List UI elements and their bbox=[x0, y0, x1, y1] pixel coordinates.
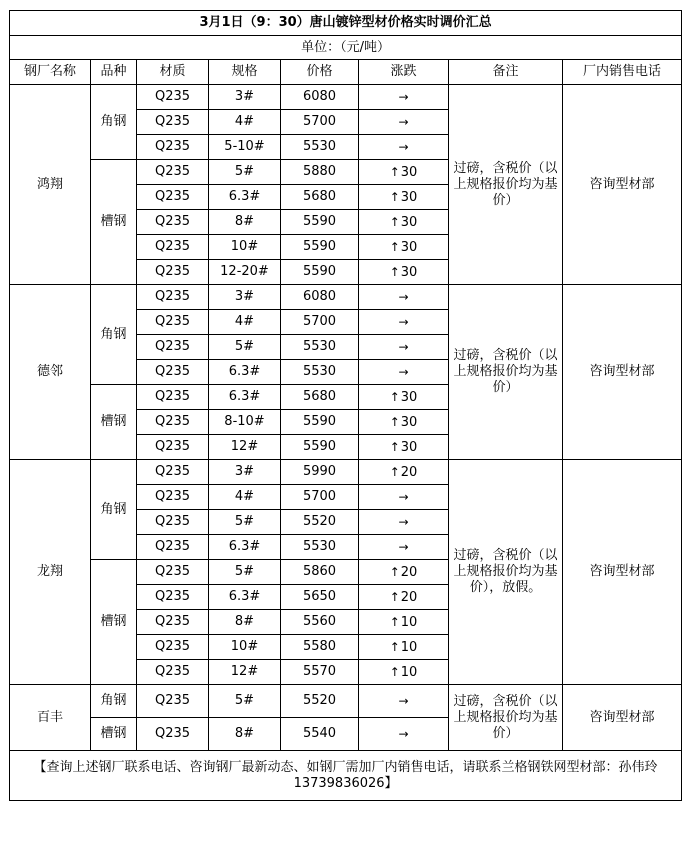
spec-cell: 6.3# bbox=[209, 185, 281, 210]
spec-cell: 10# bbox=[209, 635, 281, 660]
spec-cell: 5# bbox=[209, 510, 281, 535]
change-cell bbox=[359, 685, 449, 718]
change-value: 20 bbox=[400, 464, 418, 480]
grade-cell: Q235 bbox=[137, 310, 209, 335]
change-cell bbox=[359, 385, 449, 410]
price-cell: 5540 bbox=[281, 718, 359, 751]
spec-cell: 5# bbox=[209, 160, 281, 185]
product-name: 角钢 bbox=[91, 85, 137, 160]
change-cell bbox=[359, 335, 449, 360]
header-product: 品种 bbox=[91, 60, 137, 85]
right-arrow-icon: → bbox=[398, 339, 409, 354]
change-cell bbox=[359, 410, 449, 435]
spec-cell: 8# bbox=[209, 610, 281, 635]
spec-cell: 5-10# bbox=[209, 135, 281, 160]
product-name: 槽钢 bbox=[91, 160, 137, 285]
note-cell: 过磅，含税价（以上规格报价均为基价） bbox=[449, 685, 563, 751]
up-arrow-icon: ↑ bbox=[389, 464, 400, 479]
spec-cell: 12-20# bbox=[209, 260, 281, 285]
note-cell: 过磅，含税价（以上规格报价均为基价） bbox=[449, 285, 563, 460]
change-cell bbox=[359, 285, 449, 310]
price-cell: 5530 bbox=[281, 135, 359, 160]
mill-name: 龙翔 bbox=[10, 460, 91, 685]
up-arrow-icon: ↑ bbox=[389, 564, 400, 579]
price-cell: 5530 bbox=[281, 335, 359, 360]
price-cell: 5590 bbox=[281, 235, 359, 260]
change-value: 30 bbox=[400, 164, 418, 180]
spec-cell: 5# bbox=[209, 685, 281, 718]
change-cell bbox=[359, 235, 449, 260]
grade-cell: Q235 bbox=[137, 685, 209, 718]
mill-name: 鸿翔 bbox=[10, 85, 91, 285]
up-arrow-icon: ↑ bbox=[389, 164, 400, 179]
price-cell: 5860 bbox=[281, 560, 359, 585]
price-cell: 5680 bbox=[281, 385, 359, 410]
price-cell: 6080 bbox=[281, 285, 359, 310]
change-cell bbox=[359, 585, 449, 610]
grade-cell: Q235 bbox=[137, 360, 209, 385]
grade-cell: Q235 bbox=[137, 635, 209, 660]
product-name: 角钢 bbox=[91, 685, 137, 718]
grade-cell: Q235 bbox=[137, 85, 209, 110]
up-arrow-icon: ↑ bbox=[389, 414, 400, 429]
product-name: 角钢 bbox=[91, 285, 137, 385]
right-arrow-icon: → bbox=[398, 539, 409, 554]
grade-cell: Q235 bbox=[137, 435, 209, 460]
price-cell: 6080 bbox=[281, 85, 359, 110]
price-cell: 5520 bbox=[281, 685, 359, 718]
change-cell bbox=[359, 185, 449, 210]
change-cell bbox=[359, 560, 449, 585]
price-cell: 5520 bbox=[281, 510, 359, 535]
right-arrow-icon: → bbox=[398, 726, 409, 741]
up-arrow-icon: ↑ bbox=[389, 264, 400, 279]
grade-cell: Q235 bbox=[137, 285, 209, 310]
grade-cell: Q235 bbox=[137, 185, 209, 210]
price-cell: 5560 bbox=[281, 610, 359, 635]
grade-cell: Q235 bbox=[137, 560, 209, 585]
spec-cell: 10# bbox=[209, 235, 281, 260]
price-cell: 5530 bbox=[281, 360, 359, 385]
grade-cell: Q235 bbox=[137, 585, 209, 610]
phone-cell: 咨询型材部 bbox=[563, 85, 682, 285]
price-cell: 5570 bbox=[281, 660, 359, 685]
grade-cell: Q235 bbox=[137, 610, 209, 635]
header-price: 价格 bbox=[281, 60, 359, 85]
change-value: 10 bbox=[400, 614, 418, 630]
up-arrow-icon: ↑ bbox=[389, 214, 400, 229]
right-arrow-icon: → bbox=[398, 693, 409, 708]
grade-cell: Q235 bbox=[137, 160, 209, 185]
price-cell: 5650 bbox=[281, 585, 359, 610]
change-cell bbox=[359, 160, 449, 185]
up-arrow-icon: ↑ bbox=[389, 239, 400, 254]
footer-text: 【查询上述钢厂联系电话、咨询钢厂最新动态、如钢厂需加厂内销售电话，请联系兰格钢铁网型材部：孙伟玲13739836026】 bbox=[10, 751, 682, 801]
change-cell bbox=[359, 610, 449, 635]
right-arrow-icon: → bbox=[398, 364, 409, 379]
price-cell: 5590 bbox=[281, 410, 359, 435]
header-change: 涨跌 bbox=[359, 60, 449, 85]
change-cell bbox=[359, 360, 449, 385]
change-cell bbox=[359, 435, 449, 460]
note-cell: 过磅，含税价（以上规格报价均为基价） bbox=[449, 85, 563, 285]
phone-cell: 咨询型材部 bbox=[563, 460, 682, 685]
grade-cell: Q235 bbox=[137, 385, 209, 410]
change-cell bbox=[359, 85, 449, 110]
change-value: 30 bbox=[400, 389, 418, 405]
change-value: 30 bbox=[400, 414, 418, 430]
product-name: 角钢 bbox=[91, 460, 137, 560]
change-cell bbox=[359, 210, 449, 235]
header-spec: 规格 bbox=[209, 60, 281, 85]
price-cell: 5700 bbox=[281, 310, 359, 335]
price-cell: 5700 bbox=[281, 110, 359, 135]
spec-cell: 3# bbox=[209, 285, 281, 310]
product-name: 槽钢 bbox=[91, 718, 137, 751]
change-cell bbox=[359, 485, 449, 510]
change-value: 10 bbox=[400, 664, 418, 680]
up-arrow-icon: ↑ bbox=[389, 389, 400, 404]
price-cell: 5700 bbox=[281, 485, 359, 510]
right-arrow-icon: → bbox=[398, 139, 409, 154]
change-cell bbox=[359, 718, 449, 751]
table-title: 3月1日（9：30）唐山镀锌型材价格实时调价汇总 bbox=[10, 11, 682, 36]
change-value: 30 bbox=[400, 239, 418, 255]
grade-cell: Q235 bbox=[137, 335, 209, 360]
header-phone: 厂内销售电话 bbox=[563, 60, 682, 85]
grade-cell: Q235 bbox=[137, 235, 209, 260]
grade-cell: Q235 bbox=[137, 660, 209, 685]
spec-cell: 5# bbox=[209, 335, 281, 360]
grade-cell: Q235 bbox=[137, 210, 209, 235]
price-cell: 5880 bbox=[281, 160, 359, 185]
grade-cell: Q235 bbox=[137, 110, 209, 135]
change-cell bbox=[359, 660, 449, 685]
grade-cell: Q235 bbox=[137, 260, 209, 285]
spec-cell: 6.3# bbox=[209, 585, 281, 610]
right-arrow-icon: → bbox=[398, 314, 409, 329]
header-grade: 材质 bbox=[137, 60, 209, 85]
up-arrow-icon: ↑ bbox=[389, 589, 400, 604]
spec-cell: 4# bbox=[209, 310, 281, 335]
right-arrow-icon: → bbox=[398, 289, 409, 304]
phone-cell: 咨询型材部 bbox=[563, 685, 682, 751]
change-value: 30 bbox=[400, 264, 418, 280]
up-arrow-icon: ↑ bbox=[389, 439, 400, 454]
price-cell: 5590 bbox=[281, 260, 359, 285]
table-row bbox=[10, 460, 682, 485]
right-arrow-icon: → bbox=[398, 89, 409, 104]
mill-name: 德邻 bbox=[10, 285, 91, 460]
phone-cell: 咨询型材部 bbox=[563, 285, 682, 460]
grade-cell: Q235 bbox=[137, 718, 209, 751]
spec-cell: 6.3# bbox=[209, 360, 281, 385]
change-cell bbox=[359, 460, 449, 485]
spec-cell: 12# bbox=[209, 435, 281, 460]
unit-label: 单位：（元/吨） bbox=[10, 36, 682, 60]
table-row bbox=[10, 85, 682, 110]
spec-cell: 12# bbox=[209, 660, 281, 685]
up-arrow-icon: ↑ bbox=[389, 189, 400, 204]
footer-row bbox=[10, 751, 682, 801]
change-value: 30 bbox=[400, 214, 418, 230]
grade-cell: Q235 bbox=[137, 460, 209, 485]
spec-cell: 8# bbox=[209, 210, 281, 235]
right-arrow-icon: → bbox=[398, 514, 409, 529]
spec-cell: 3# bbox=[209, 85, 281, 110]
change-value: 20 bbox=[400, 564, 418, 580]
header-mill: 钢厂名称 bbox=[10, 60, 91, 85]
change-value: 20 bbox=[400, 589, 418, 605]
price-cell: 5590 bbox=[281, 210, 359, 235]
spec-cell: 4# bbox=[209, 110, 281, 135]
grade-cell: Q235 bbox=[137, 410, 209, 435]
product-name: 槽钢 bbox=[91, 560, 137, 685]
price-cell: 5530 bbox=[281, 535, 359, 560]
spec-cell: 8# bbox=[209, 718, 281, 751]
price-cell: 5580 bbox=[281, 635, 359, 660]
change-value: 30 bbox=[400, 439, 418, 455]
price-cell: 5990 bbox=[281, 460, 359, 485]
change-cell bbox=[359, 635, 449, 660]
product-name: 槽钢 bbox=[91, 385, 137, 460]
up-arrow-icon: ↑ bbox=[389, 639, 400, 654]
table-row bbox=[10, 285, 682, 310]
up-arrow-icon: ↑ bbox=[389, 614, 400, 629]
right-arrow-icon: → bbox=[398, 114, 409, 129]
change-cell bbox=[359, 135, 449, 160]
up-arrow-icon: ↑ bbox=[389, 664, 400, 679]
change-value: 30 bbox=[400, 189, 418, 205]
spec-cell: 6.3# bbox=[209, 385, 281, 410]
price-cell: 5590 bbox=[281, 435, 359, 460]
spec-cell: 5# bbox=[209, 560, 281, 585]
change-cell bbox=[359, 535, 449, 560]
header-note: 备注 bbox=[449, 60, 563, 85]
header-row bbox=[10, 60, 682, 85]
price-table bbox=[9, 10, 682, 801]
grade-cell: Q235 bbox=[137, 510, 209, 535]
spec-cell: 6.3# bbox=[209, 535, 281, 560]
change-cell bbox=[359, 510, 449, 535]
note-cell: 过磅，含税价（以上规格报价均为基价），放假。 bbox=[449, 460, 563, 685]
grade-cell: Q235 bbox=[137, 535, 209, 560]
spec-cell: 3# bbox=[209, 460, 281, 485]
table-row bbox=[10, 685, 682, 718]
spec-cell: 8-10# bbox=[209, 410, 281, 435]
change-cell bbox=[359, 260, 449, 285]
mill-name: 百丰 bbox=[10, 685, 91, 751]
change-cell bbox=[359, 110, 449, 135]
price-cell: 5680 bbox=[281, 185, 359, 210]
right-arrow-icon: → bbox=[398, 489, 409, 504]
grade-cell: Q235 bbox=[137, 485, 209, 510]
grade-cell: Q235 bbox=[137, 135, 209, 160]
change-cell bbox=[359, 310, 449, 335]
spec-cell: 4# bbox=[209, 485, 281, 510]
change-value: 10 bbox=[400, 639, 418, 655]
